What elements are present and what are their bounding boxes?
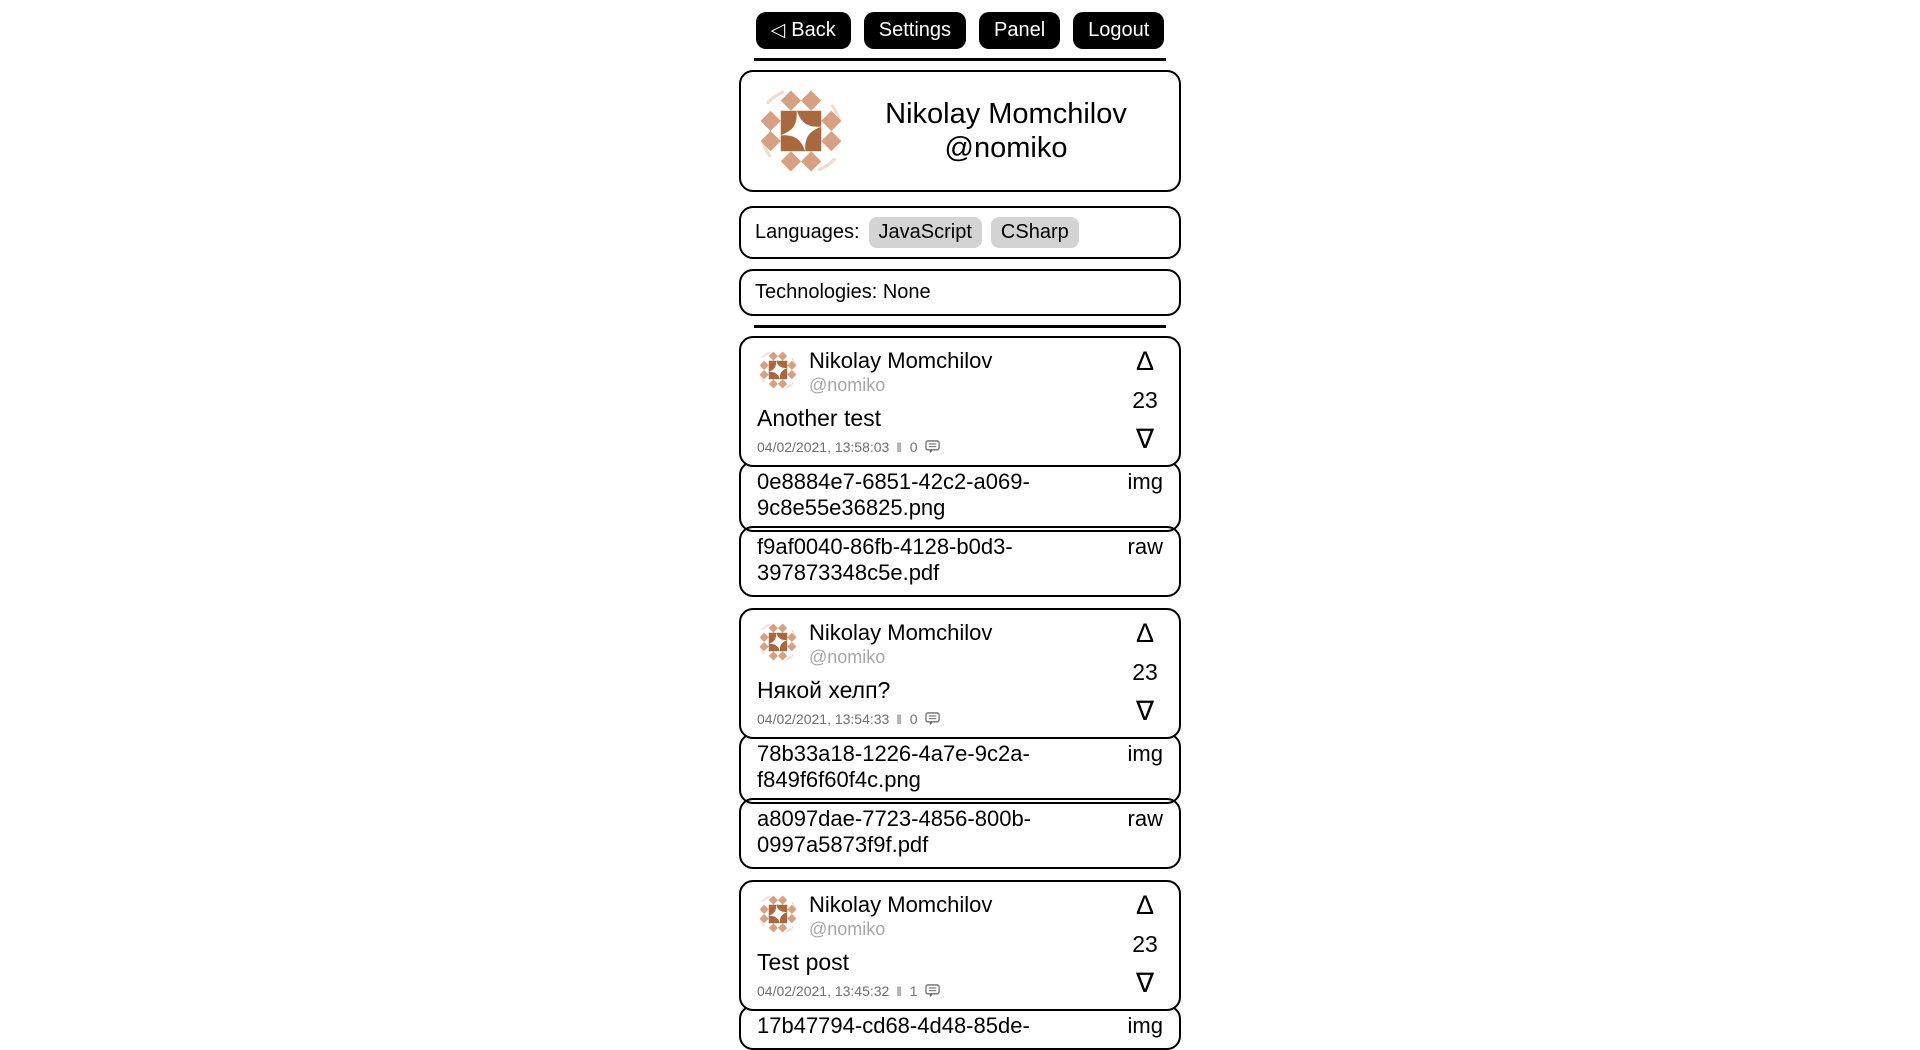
attachment-type-badge: raw bbox=[1127, 806, 1163, 832]
attachment-type-badge: img bbox=[1127, 741, 1163, 767]
attachment-type-badge: img bbox=[1127, 469, 1163, 495]
back-arrow-icon: ◁ bbox=[770, 20, 786, 41]
upvote-button[interactable]: Δ bbox=[1135, 346, 1155, 376]
post-avatar bbox=[757, 893, 799, 935]
language-badge-csharp: CSharp bbox=[991, 217, 1079, 248]
post-header bbox=[757, 618, 1163, 668]
attachment-filename: f9af0040-86fb-4128-b0d3-397873348c5e.pdf bbox=[757, 534, 1013, 586]
downvote-button[interactable]: ∇ bbox=[1135, 696, 1155, 727]
post-group bbox=[739, 336, 1181, 597]
settings-button[interactable]: Settings bbox=[864, 12, 966, 49]
vote-count: 23 bbox=[1132, 931, 1158, 958]
attachment-row[interactable] bbox=[739, 1005, 1181, 1050]
language-badge-javascript: JavaScript bbox=[869, 217, 982, 248]
languages-card bbox=[739, 206, 1181, 259]
meta-separator: ‖ bbox=[896, 439, 903, 455]
post-title: Another test bbox=[757, 405, 882, 432]
vote-column bbox=[1125, 620, 1165, 725]
post-meta bbox=[757, 711, 1163, 727]
post-timestamp: 04/02/2021, 13:45:32 bbox=[757, 983, 890, 1000]
upvote-button[interactable]: Δ bbox=[1135, 618, 1155, 648]
technologies-text: Technologies: None bbox=[755, 281, 931, 303]
post-author-name: Nikolay Momchilov bbox=[809, 348, 993, 373]
post-author-name: Nikolay Momchilov bbox=[809, 892, 993, 917]
comment-count: 0 bbox=[909, 711, 918, 728]
post-avatar bbox=[757, 349, 799, 391]
vote-column bbox=[1125, 348, 1165, 453]
comments-icon bbox=[925, 984, 940, 998]
languages-label: Languages: bbox=[755, 221, 860, 243]
post-card[interactable] bbox=[739, 880, 1181, 1011]
post-avatar bbox=[757, 621, 799, 663]
profile-avatar bbox=[755, 85, 847, 177]
post-author bbox=[809, 890, 1163, 940]
post-group bbox=[739, 608, 1181, 869]
logout-button[interactable]: Logout bbox=[1073, 12, 1164, 49]
attachment-row[interactable] bbox=[739, 798, 1181, 869]
technologies-card bbox=[739, 269, 1181, 316]
post-timestamp: 04/02/2021, 13:58:03 bbox=[757, 439, 890, 456]
comments-icon bbox=[925, 440, 940, 454]
post-card[interactable] bbox=[739, 336, 1181, 467]
attachment-filename: a8097dae-7723-4856-800b-0997a5873f9f.pdf bbox=[757, 806, 1032, 858]
attachment-filename: 0e8884e7-6851-42c2-a069-9c8e55e36825.png bbox=[757, 469, 1030, 521]
post-author bbox=[809, 346, 1163, 396]
content-column bbox=[739, 0, 1181, 1050]
meta-separator: ‖ bbox=[896, 983, 903, 999]
post-meta bbox=[757, 983, 1163, 999]
profile-handle: @nomiko bbox=[944, 132, 1068, 164]
panel-button[interactable]: Panel bbox=[979, 12, 1060, 49]
vote-column bbox=[1125, 892, 1165, 997]
post-author-handle: @nomiko bbox=[809, 919, 886, 940]
back-button[interactable] bbox=[756, 12, 851, 49]
back-button-label: Back bbox=[791, 19, 836, 41]
downvote-button[interactable]: ∇ bbox=[1135, 424, 1155, 455]
posts-divider bbox=[754, 325, 1166, 328]
profile-names bbox=[847, 97, 1165, 165]
attachment-row[interactable] bbox=[739, 461, 1181, 532]
post-timestamp: 04/02/2021, 13:54:33 bbox=[757, 711, 890, 728]
attachment-filename: 78b33a18-1226-4a7e-9c2a-f849f6f60f4c.png bbox=[757, 741, 1030, 793]
attachment-type-badge: raw bbox=[1127, 534, 1163, 560]
post-author-handle: @nomiko bbox=[809, 647, 886, 668]
attachment-filename: 17b47794-cd68-4d48-85de- bbox=[757, 1013, 1030, 1039]
attachment-row[interactable] bbox=[739, 733, 1181, 804]
profile-name: Nikolay Momchilov bbox=[885, 97, 1127, 130]
post-header bbox=[757, 346, 1163, 396]
profile-card bbox=[739, 70, 1181, 192]
post-author-name: Nikolay Momchilov bbox=[809, 620, 993, 645]
post-title: Test post bbox=[757, 949, 850, 976]
vote-count: 23 bbox=[1132, 659, 1158, 686]
post-card[interactable] bbox=[739, 608, 1181, 739]
post-group bbox=[739, 880, 1181, 1050]
downvote-button[interactable]: ∇ bbox=[1135, 968, 1155, 999]
post-meta bbox=[757, 439, 1163, 455]
post-header bbox=[757, 890, 1163, 940]
upvote-button[interactable]: Δ bbox=[1135, 890, 1155, 920]
comments-icon bbox=[925, 712, 940, 726]
vote-count: 23 bbox=[1132, 387, 1158, 414]
attachment-type-badge: img bbox=[1127, 1013, 1163, 1039]
comment-count: 0 bbox=[909, 439, 918, 456]
top-nav bbox=[739, 12, 1181, 49]
comment-count: 1 bbox=[909, 983, 918, 1000]
meta-separator: ‖ bbox=[896, 711, 903, 727]
post-author-handle: @nomiko bbox=[809, 375, 886, 396]
attachment-row[interactable] bbox=[739, 526, 1181, 597]
post-title: Някой хелп? bbox=[757, 677, 891, 704]
post-author bbox=[809, 618, 1163, 668]
top-divider bbox=[754, 58, 1166, 61]
